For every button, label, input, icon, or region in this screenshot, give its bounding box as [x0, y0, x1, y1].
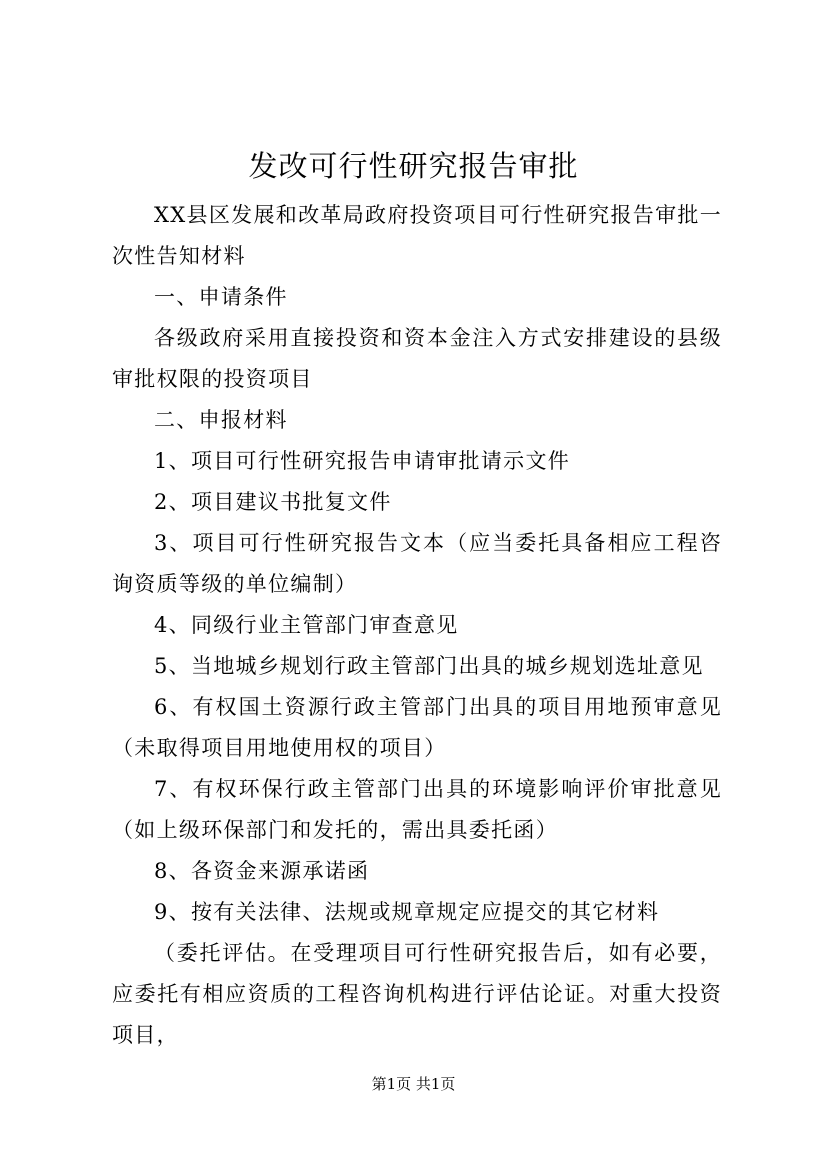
- material-item-7: 7、有权环保行政主管部门出具的环境影响评价审批意见（如上级环保部门和发托的，需出具委托函）: [112, 777, 722, 842]
- material-item-8: 8、各资金来源承诺函: [154, 859, 370, 883]
- intro-paragraph: XX县区发展和改革局政府投资项目可行性研究报告审批一次性告知材料: [112, 203, 722, 268]
- material-item-3: 3、项目可行性研究报告文本（应当委托具备相应工程咨询资质等级的单位编制）: [112, 531, 722, 596]
- material-item-5: 5、当地城乡规划行政主管部门出具的城乡规划选址意见: [154, 654, 704, 678]
- material-item-9: 9、按有关法律、法规或规章规定应提交的其它材料: [154, 900, 660, 924]
- material-item-4: 4、同级行业主管部门审查意见: [154, 613, 459, 637]
- section-heading-submission-materials: 二、申报材料: [154, 408, 288, 432]
- document-title: 发改可行性研究报告审批: [248, 149, 579, 183]
- material-item-6: 6、有权国土资源行政主管部门出具的项目用地预审意见（未取得项目用地使用权的项目）: [112, 695, 722, 760]
- evaluation-paragraph: （委托评估。在受理项目可行性研究报告后，如有必要，应委托有相应资质的工程咨询机构进行评估论证。对重大投资项目，: [112, 941, 722, 1047]
- section-heading-application-conditions: 一、申请条件: [154, 285, 288, 309]
- application-conditions-paragraph: 各级政府采用直接投资和资本金注入方式安排建设的县级审批权限的投资项目: [112, 326, 722, 391]
- material-item-1: 1、项目可行性研究报告申请审批请示文件: [154, 449, 571, 473]
- material-item-2: 2、项目建议书批复文件: [154, 490, 392, 514]
- document-body: [112, 195, 722, 1056]
- page-footer: 第1页 共1页: [371, 1075, 456, 1093]
